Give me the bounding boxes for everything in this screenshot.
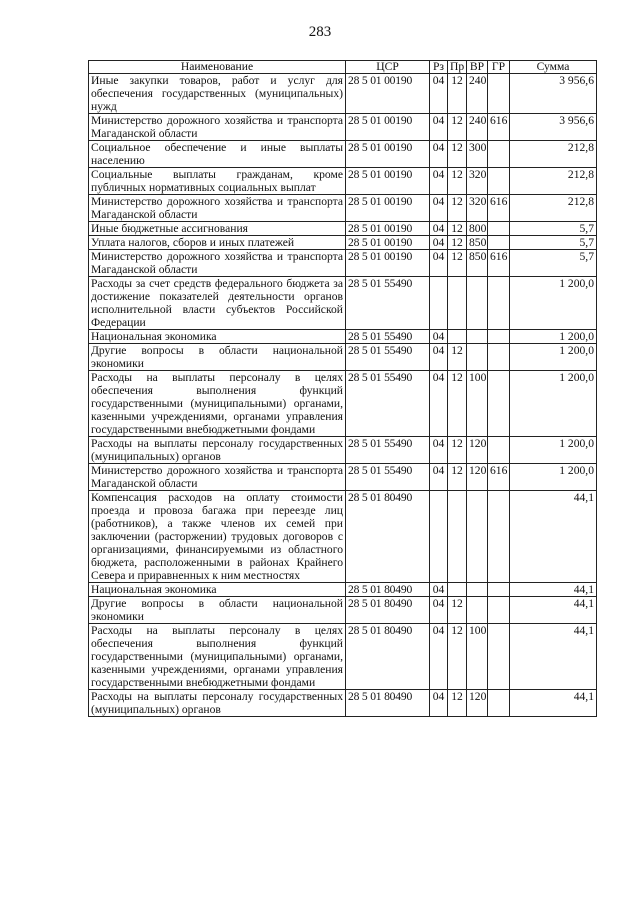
cell-name: Министерство дорожного хозяйства и транспорта Магаданской области [89, 114, 346, 141]
header-gr: ГР [488, 61, 510, 74]
cell-rz [430, 491, 448, 583]
table-row [89, 330, 597, 344]
cell-pr: 12 [448, 464, 467, 491]
cell-pr: 12 [448, 114, 467, 141]
cell-gr [488, 74, 510, 114]
table-row [89, 222, 597, 236]
cell-csr: 28 5 01 80490 [346, 597, 430, 624]
cell-pr [448, 330, 467, 344]
cell-rz: 04 [430, 330, 448, 344]
cell-csr: 28 5 01 80490 [346, 583, 430, 597]
cell-gr [488, 690, 510, 717]
cell-gr: 616 [488, 114, 510, 141]
cell-rz: 04 [430, 250, 448, 277]
cell-csr: 28 5 01 00190 [346, 195, 430, 222]
cell-vr: 320 [467, 195, 488, 222]
cell-name: Национальная экономика [89, 583, 346, 597]
cell-gr [488, 168, 510, 195]
table-row [89, 437, 597, 464]
cell-csr: 28 5 01 00190 [346, 236, 430, 250]
cell-vr: 800 [467, 222, 488, 236]
cell-name: Иные бюджетные ассигнования [89, 222, 346, 236]
cell-pr [448, 583, 467, 597]
cell-vr: 120 [467, 437, 488, 464]
cell-sum: 3 956,6 [510, 114, 597, 141]
cell-sum: 5,7 [510, 236, 597, 250]
table-row [89, 583, 597, 597]
cell-gr [488, 624, 510, 690]
cell-csr: 28 5 01 00190 [346, 250, 430, 277]
cell-vr: 320 [467, 168, 488, 195]
cell-gr [488, 371, 510, 437]
cell-gr [488, 236, 510, 250]
cell-sum: 44,1 [510, 583, 597, 597]
table-row [89, 250, 597, 277]
cell-vr: 240 [467, 114, 488, 141]
cell-name: Министерство дорожного хозяйства и транспорта Магаданской области [89, 464, 346, 491]
cell-sum: 3 956,6 [510, 74, 597, 114]
table-row [89, 74, 597, 114]
cell-rz: 04 [430, 583, 448, 597]
cell-gr [488, 330, 510, 344]
cell-pr: 12 [448, 236, 467, 250]
cell-vr: 240 [467, 74, 488, 114]
cell-pr: 12 [448, 222, 467, 236]
cell-csr: 28 5 01 80490 [346, 491, 430, 583]
table-row [89, 491, 597, 583]
cell-pr [448, 491, 467, 583]
cell-sum: 212,8 [510, 195, 597, 222]
cell-vr [467, 344, 488, 371]
table-row [89, 597, 597, 624]
cell-gr [488, 222, 510, 236]
cell-rz: 04 [430, 222, 448, 236]
cell-pr: 12 [448, 690, 467, 717]
cell-csr: 28 5 01 55490 [346, 330, 430, 344]
cell-pr: 12 [448, 344, 467, 371]
cell-sum: 1 200,0 [510, 437, 597, 464]
table-row [89, 195, 597, 222]
cell-gr: 616 [488, 250, 510, 277]
cell-csr: 28 5 01 00190 [346, 141, 430, 168]
cell-gr [488, 597, 510, 624]
table-row [89, 236, 597, 250]
cell-name: Социальное обеспечение и иные выплаты населению [89, 141, 346, 168]
cell-sum: 5,7 [510, 250, 597, 277]
cell-pr: 12 [448, 437, 467, 464]
cell-vr: 120 [467, 690, 488, 717]
cell-rz: 04 [430, 168, 448, 195]
cell-name: Иные закупки товаров, работ и услуг для обеспечения государственных (муниципальных) нужд [89, 74, 346, 114]
cell-name: Уплата налогов, сборов и иных платежей [89, 236, 346, 250]
cell-sum: 44,1 [510, 597, 597, 624]
cell-pr: 12 [448, 168, 467, 195]
header-rz: Рз [430, 61, 448, 74]
cell-sum: 1 200,0 [510, 464, 597, 491]
header-sum: Сумма [510, 61, 597, 74]
cell-name: Расходы за счет средств федерального бюджета за достижение показателей деятельности органов исполнительной власти субъектов Российской Федерации [89, 277, 346, 330]
table-row [89, 114, 597, 141]
cell-sum: 212,8 [510, 168, 597, 195]
table-row [89, 624, 597, 690]
header-name: Наименование [89, 61, 346, 74]
cell-sum: 44,1 [510, 491, 597, 583]
cell-sum: 1 200,0 [510, 344, 597, 371]
cell-rz: 04 [430, 344, 448, 371]
cell-name: Компенсация расходов на оплату стоимости проезда и провоза багажа при переезде лиц (работников), а также членов их семей при заключении (расторжении) трудовых договоров с организациями, финансируемыми из областного бюджета, расположенными в районах Крайнего Севера и приравненных к ним местностях [89, 491, 346, 583]
cell-pr: 12 [448, 195, 467, 222]
cell-rz: 04 [430, 74, 448, 114]
cell-sum: 1 200,0 [510, 371, 597, 437]
cell-gr [488, 491, 510, 583]
cell-gr: 616 [488, 464, 510, 491]
cell-name: Министерство дорожного хозяйства и транспорта Магаданской области [89, 250, 346, 277]
cell-gr [488, 277, 510, 330]
cell-sum: 44,1 [510, 690, 597, 717]
cell-csr: 28 5 01 55490 [346, 277, 430, 330]
cell-name: Расходы на выплаты персоналу в целях обеспечения выполнения функций государственными (муниципальными) органами, казенными учреждениями, органами управления государственными внебюджетными фондами [89, 371, 346, 437]
cell-name: Другие вопросы в области национальной экономики [89, 597, 346, 624]
cell-vr: 120 [467, 464, 488, 491]
cell-vr [467, 597, 488, 624]
table-row [89, 690, 597, 717]
cell-rz [430, 277, 448, 330]
cell-rz: 04 [430, 437, 448, 464]
cell-rz: 04 [430, 114, 448, 141]
cell-name: Другие вопросы в области национальной экономики [89, 344, 346, 371]
cell-csr: 28 5 01 00190 [346, 222, 430, 236]
header-csr: ЦСР [346, 61, 430, 74]
cell-csr: 28 5 01 00190 [346, 114, 430, 141]
cell-sum: 1 200,0 [510, 277, 597, 330]
table-row [89, 277, 597, 330]
budget-table [88, 60, 597, 717]
cell-vr: 100 [467, 624, 488, 690]
cell-rz: 04 [430, 195, 448, 222]
cell-vr: 850 [467, 250, 488, 277]
table-header-row [89, 61, 597, 74]
cell-name: Расходы на выплаты персоналу в целях обеспечения выполнения функций государственными (муниципальными) органами, казенными учреждениями, органами управления государственными внебюджетными фондами [89, 624, 346, 690]
cell-rz: 04 [430, 690, 448, 717]
table-row [89, 344, 597, 371]
cell-pr [448, 277, 467, 330]
cell-pr: 12 [448, 74, 467, 114]
cell-gr [488, 141, 510, 168]
cell-vr: 100 [467, 371, 488, 437]
cell-rz: 04 [430, 464, 448, 491]
cell-rz: 04 [430, 141, 448, 168]
cell-csr: 28 5 01 55490 [346, 437, 430, 464]
cell-rz: 04 [430, 624, 448, 690]
page-number: 283 [308, 24, 332, 40]
header-pr: Пр [448, 61, 467, 74]
table-row [89, 464, 597, 491]
cell-vr [467, 583, 488, 597]
cell-sum: 212,8 [510, 141, 597, 168]
cell-name: Министерство дорожного хозяйства и транспорта Магаданской области [89, 195, 346, 222]
cell-rz: 04 [430, 371, 448, 437]
table-body [89, 74, 597, 717]
cell-csr: 28 5 01 00190 [346, 168, 430, 195]
cell-sum: 44,1 [510, 624, 597, 690]
cell-name: Национальная экономика [89, 330, 346, 344]
cell-gr [488, 344, 510, 371]
cell-sum: 1 200,0 [510, 330, 597, 344]
cell-sum: 5,7 [510, 222, 597, 236]
cell-vr [467, 491, 488, 583]
cell-pr: 12 [448, 597, 467, 624]
cell-vr: 850 [467, 236, 488, 250]
cell-gr [488, 437, 510, 464]
cell-csr: 28 5 01 00190 [346, 74, 430, 114]
table-row [89, 168, 597, 195]
cell-vr [467, 330, 488, 344]
cell-csr: 28 5 01 80490 [346, 624, 430, 690]
cell-rz: 04 [430, 236, 448, 250]
cell-pr: 12 [448, 624, 467, 690]
cell-pr: 12 [448, 371, 467, 437]
cell-csr: 28 5 01 55490 [346, 344, 430, 371]
cell-pr: 12 [448, 250, 467, 277]
cell-gr: 616 [488, 195, 510, 222]
table-row [89, 371, 597, 437]
cell-name: Социальные выплаты гражданам, кроме публичных нормативных социальных выплат [89, 168, 346, 195]
cell-csr: 28 5 01 55490 [346, 464, 430, 491]
cell-rz: 04 [430, 597, 448, 624]
cell-vr: 300 [467, 141, 488, 168]
cell-name: Расходы на выплаты персоналу государственных (муниципальных) органов [89, 690, 346, 717]
cell-gr [488, 583, 510, 597]
cell-name: Расходы на выплаты персоналу государственных (муниципальных) органов [89, 437, 346, 464]
cell-pr: 12 [448, 141, 467, 168]
cell-csr: 28 5 01 55490 [346, 371, 430, 437]
header-vr: ВР [467, 61, 488, 74]
table-row [89, 141, 597, 168]
cell-csr: 28 5 01 80490 [346, 690, 430, 717]
cell-vr [467, 277, 488, 330]
